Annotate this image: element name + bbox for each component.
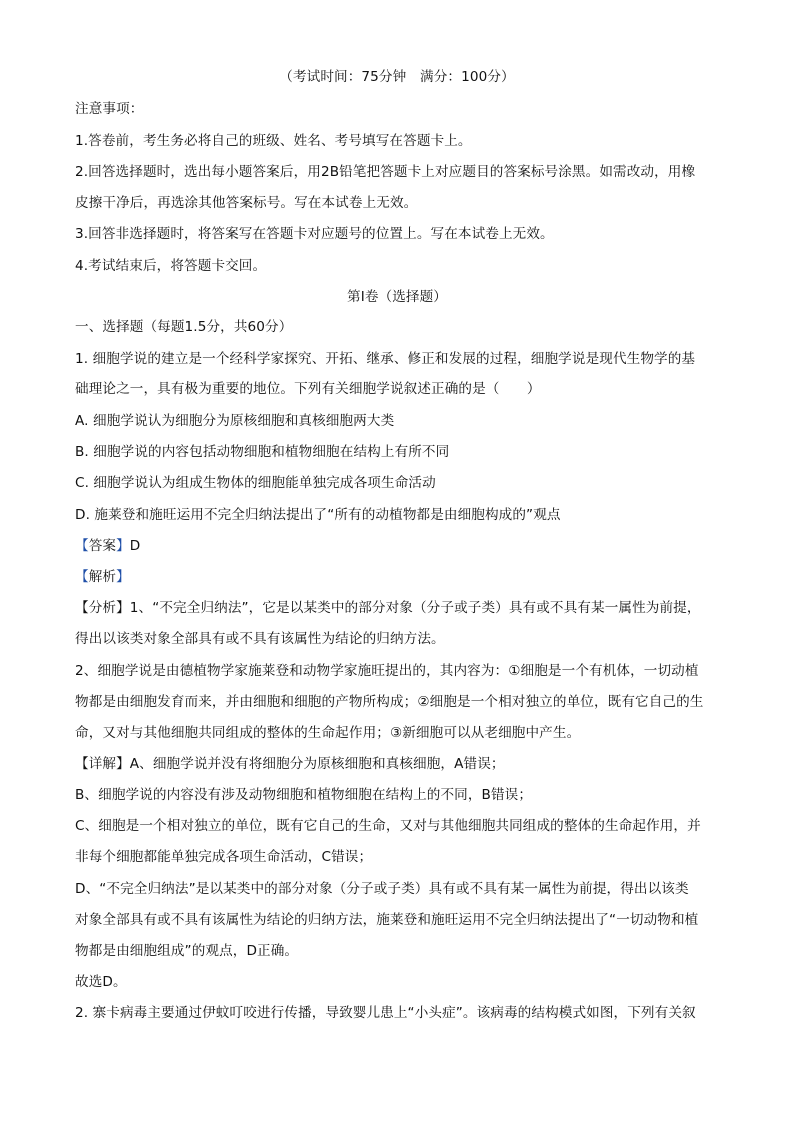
q1-option-c: C. 细胞学说认为组成生物体的细胞能单独完成各项生命活动 — [75, 475, 436, 491]
q1-fenxi-line: 得出以该类对象全部具有或不具有该属性为结论的归纳方法。 — [75, 631, 445, 647]
note-item: 皮擦干净后，再选涂其他答案标号。写在本试卷上无效。 — [75, 195, 418, 211]
q1-fenxi-line: 物都是由细胞发育而来，并由细胞和细胞的产物所构成；②细胞是一个相对独立的单位，既有它自己的生 — [75, 694, 704, 710]
q1-option-b: B. 细胞学说的内容包括动物细胞和植物细胞在结构上有所不同 — [75, 444, 450, 460]
note-item: 4.考试结束后，将答题卡交回。 — [75, 258, 267, 274]
answer-label: 答案 — [88, 538, 117, 554]
q1-choose-line: 故选D。 — [75, 974, 127, 990]
q1-stem: 础理论之一，具有极为重要的地位。下列有关细胞学说叙述正确的是（ ） — [75, 381, 541, 397]
q1-xiangjie-line: 【详解】A、细胞学说并没有将细胞分为原核细胞和真核细胞，A错误； — [75, 756, 505, 772]
q2-stem: 2. 寨卡病毒主要通过伊蚊叮咬进行传播，导致婴儿患上“小头症”。该病毒的结构模式如图，下列有关叙 — [75, 1005, 696, 1021]
q1-xiangjie-line: D、“不完全归纳法”是以某类中的部分对象（分子或子类）具有或不具有某一属性为前提，得出以该类 — [75, 881, 689, 897]
q1-xiangjie-line: B、细胞学说的内容没有涉及动物细胞和植物细胞在结构上的不同，B错误； — [75, 787, 533, 803]
q1-option-a: A. 细胞学说认为细胞分为原核细胞和真核细胞两大类 — [75, 413, 395, 429]
q1-answer — [75, 536, 725, 556]
note-item: 1.答卷前，考生务必将自己的班级、姓名、考号填写在答题卡上。 — [75, 133, 472, 149]
analysis-bracket-close: 】 — [116, 569, 130, 585]
q1-fenxi-line: 2、细胞学说是由德植物学家施莱登和动物学家施旺提出的，其内容为：①细胞是一个有机体，一切动植 — [75, 663, 699, 679]
exam-info: （考试时间：75分钟 满分：100分） — [279, 69, 515, 85]
note-item: 3.回答非选择题时，将答案写在答题卡对应题号的位置上。写在本试卷上无效。 — [75, 226, 554, 242]
analysis-label: 解析 — [88, 569, 117, 585]
q1-stem: 1. 细胞学说的建立是一个经科学家探究、开拓、继承、修正和发展的过程，细胞学说是现代生物学的基 — [75, 351, 696, 367]
answer-value: D — [129, 538, 141, 554]
q1-option-d: D. 施莱登和施旺运用不完全归纳法提出了“所有的动植物都是由细胞构成的”观点 — [75, 507, 561, 523]
q1-fenxi-line: 【分析】1、“不完全归纳法”，它是以某类中的部分对象（分子或子类）具有或不具有某一属性为前提， — [75, 600, 701, 616]
answer-bracket-close: 】 — [116, 538, 130, 554]
q1-analysis-heading — [75, 567, 725, 587]
answer-bracket-open: 【 — [75, 538, 89, 554]
q1-xiangjie-line: 物都是由细胞组成”的观点，D正确。 — [75, 943, 299, 959]
notes-title: 注意事项： — [75, 101, 144, 117]
q1-fenxi-line: 命，又对与其他细胞共同组成的整体的生命起作用；③新细胞可以从老细胞中产生。 — [75, 725, 581, 741]
q1-xiangjie-line: C、细胞是一个相对独立的单位，既有它自己的生命，又对与其他细胞共同组成的整体的生命起作用，并 — [75, 818, 701, 834]
section-title: 第Ⅰ卷（选择题） — [347, 289, 447, 305]
q1-xiangjie-line: 非每个细胞都能单独完成各项生命活动，C错误； — [75, 849, 373, 865]
q1-xiangjie-line: 对象全部具有或不具有该属性为结论的归纳方法，施莱登和施旺运用不完全归纳法提出了“一切动物和植 — [75, 912, 699, 928]
analysis-bracket-open: 【 — [75, 569, 89, 585]
section-part: 一、选择题（每题1.5分，共60分） — [75, 319, 293, 335]
note-item: 2.回答选择题时，选出每小题答案后，用2B铅笔把答题卡上对应题目的答案标号涂黑。如需改动，用橡 — [75, 164, 696, 180]
